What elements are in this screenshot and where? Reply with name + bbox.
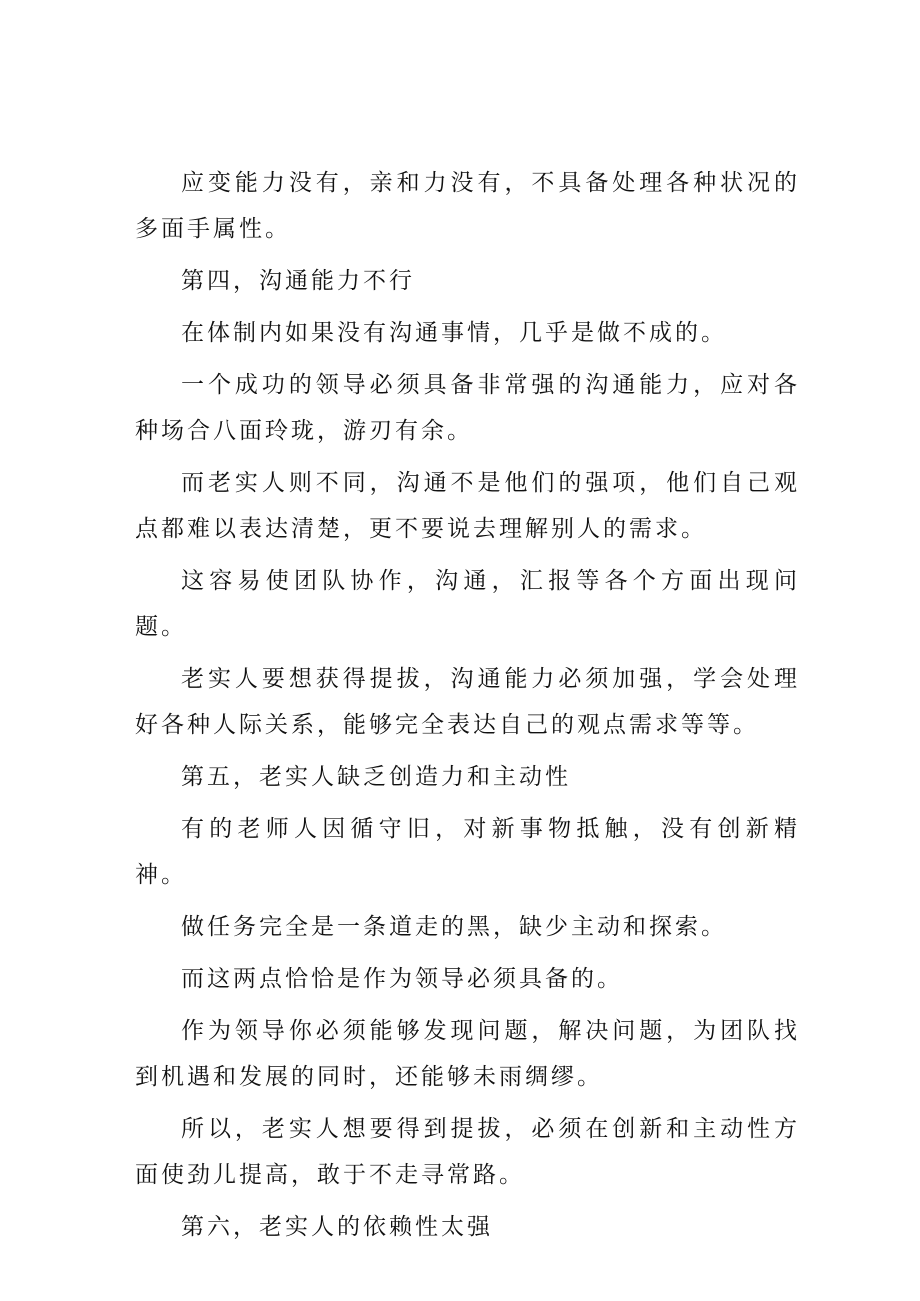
paragraph-adaptability: 应变能力没有，亲和力没有，不具备处理各种状况的多面手属性。: [135, 170, 800, 242]
document-body: [135, 160, 800, 1256]
paragraph-successful-leader: 一个成功的领导必须具备非常强的沟通能力，应对各种场合八面玲珑，游刃有余。: [135, 372, 800, 444]
section-heading-four: 第四，沟通能力不行: [181, 268, 415, 294]
paragraph-team-problems: 这容易使团队协作，沟通，汇报等各个方面出现问题。: [135, 568, 800, 640]
section-heading-six: 第六，老实人的依赖性太强: [181, 1214, 493, 1240]
paragraph-innovate: 所以，老实人想要得到提拔，必须在创新和主动性方面使劲儿提高，敢于不走寻常路。: [135, 1116, 800, 1188]
paragraph-lack-initiative: 做任务完全是一条道走的黑，缺少主动和探索。: [181, 914, 727, 940]
paragraph-system-communication: 在体制内如果没有沟通事情，几乎是做不成的。: [181, 320, 727, 346]
paragraph-improve-communication: 老实人要想获得提拔，沟通能力必须加强，学会处理好各种人际关系，能够完全表达自己的观点需求等等。: [135, 666, 800, 738]
paragraph-leader-requirements: 而这两点恰恰是作为领导必须具备的。: [181, 966, 623, 992]
paragraph-honest-people-differ: 而老实人则不同，沟通不是他们的强项，他们自己观点都难以表达清楚，更不要说去理解别人的需求。: [135, 470, 800, 542]
paragraph-conservative: 有的老师人因循守旧，对新事物抵触，没有创新精神。: [135, 816, 800, 888]
section-heading-five: 第五，老实人缺乏创造力和主动性: [181, 764, 571, 790]
paragraph-find-opportunities: 作为领导你必须能够发现问题，解决问题，为团队找到机遇和发展的同时，还能够未雨绸缪。: [135, 1018, 800, 1090]
